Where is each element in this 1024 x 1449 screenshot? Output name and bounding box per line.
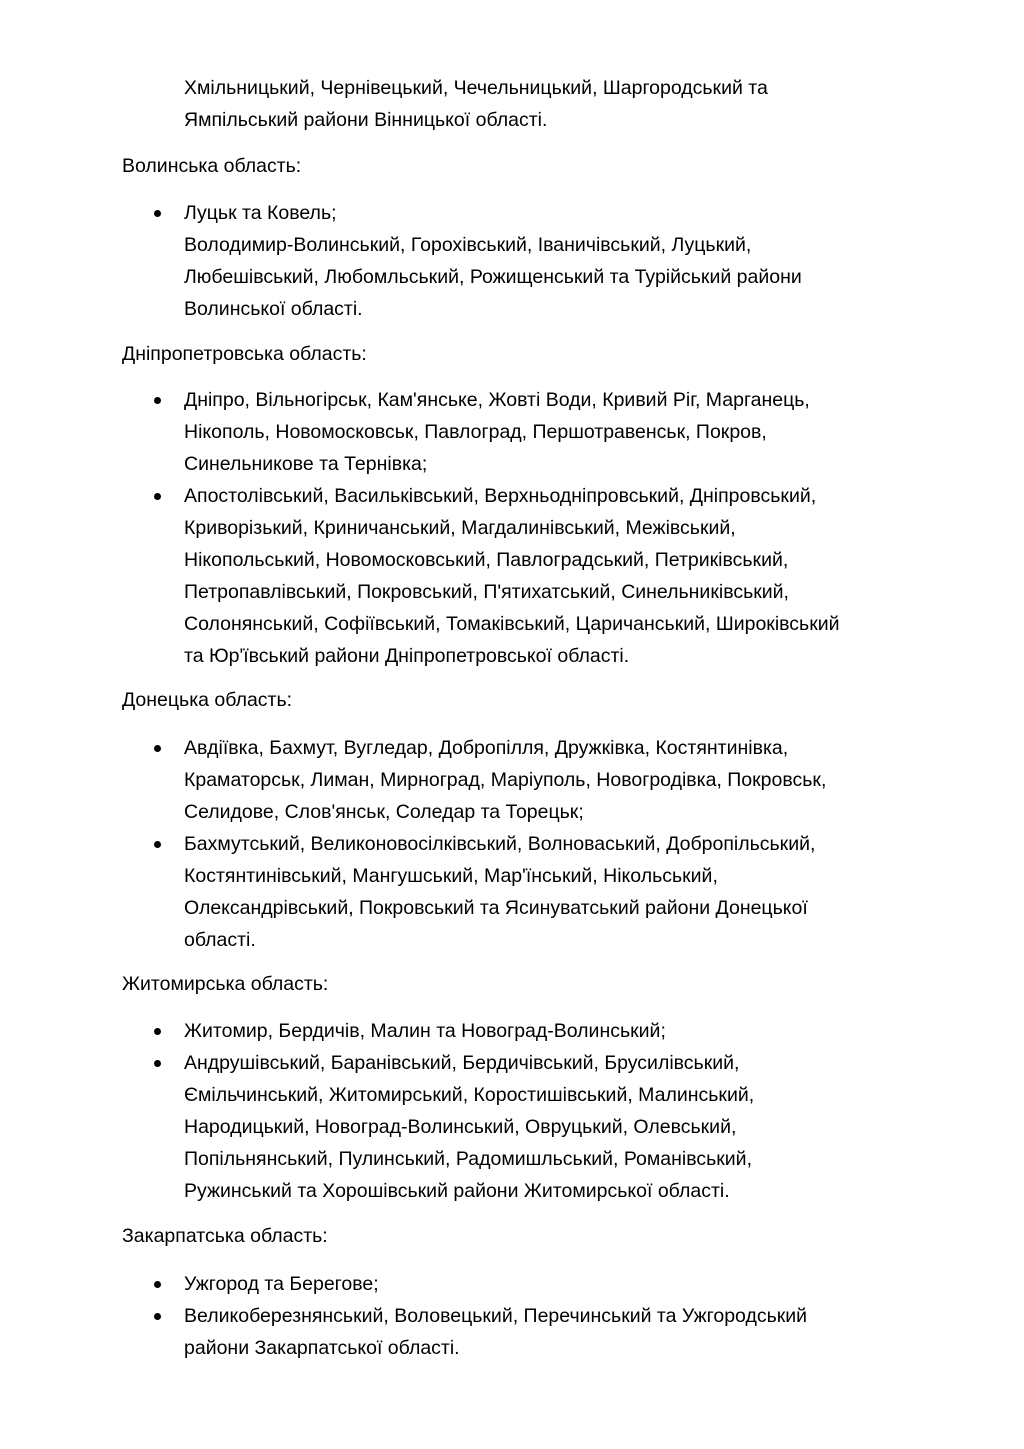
bullet-icon <box>154 210 161 217</box>
text-line: Бахмутський, Великоновосілківський, Волноваський, Добропільський, <box>184 833 816 855</box>
text-line: Андрушівський, Баранівський, Бердичівський, Брусилівський, <box>184 1052 740 1074</box>
text-line: Дніпро, Вільногірськ, Кам'янське, Жовті Води, Кривий Ріг, Марганець, <box>184 389 810 411</box>
text-line: Петропавлівський, Покровський, П'ятихатський, Синельниківський, <box>184 581 789 603</box>
text-line: райони Закарпатської області. <box>184 1337 460 1359</box>
bullet-icon <box>154 1060 161 1067</box>
text-line: Волинської області. <box>184 298 363 320</box>
list-item <box>184 480 944 672</box>
text-line: Житомир, Бердичів, Малин та Новоград-Волинський; <box>184 1020 666 1042</box>
text-line: Нікополь, Новомосковськ, Павлоград, Першотравенськ, Покров, <box>184 421 767 443</box>
text-line: Володимир-Волинський, Горохівський, Іваничівський, Луцький, <box>184 234 752 256</box>
text-line: Попільнянський, Пулинський, Радомишльський, Романівський, <box>184 1148 752 1170</box>
list-item <box>184 384 944 480</box>
region-heading-zhytomyr: Житомирська область: <box>122 973 329 995</box>
continuation-text <box>184 72 944 136</box>
region-list-zhytomyr <box>184 1015 944 1207</box>
region-list-volyn <box>184 197 944 325</box>
bullet-icon <box>154 1313 161 1320</box>
text-line: Великоберезнянський, Воловецький, Перечинський та Ужгородський <box>184 1305 808 1327</box>
text-line: Ямпільський райони Вінницької області. <box>184 109 548 131</box>
region-heading-donetsk: Донецька область: <box>122 689 293 711</box>
text-line: Синельникове та Тернівка; <box>184 453 428 475</box>
text-line: Краматорськ, Лиман, Мирноград, Маріуполь, Новогродівка, Покровськ, <box>184 769 827 791</box>
region-heading-zakarpattia: Закарпатська область: <box>122 1225 328 1247</box>
list-item <box>184 828 944 956</box>
text-line: Ємільчинський, Житомирський, Коростишівський, Малинський, <box>184 1084 755 1106</box>
bullet-icon <box>154 1281 161 1288</box>
text-line: Нікопольський, Новомосковський, Павлоградський, Петриківський, <box>184 549 789 571</box>
list-item <box>184 1015 944 1047</box>
region-list-donetsk <box>184 732 944 956</box>
region-heading-dnipro: Дніпропетровська область: <box>122 343 367 365</box>
bullet-icon <box>154 397 161 404</box>
list-item <box>184 732 944 828</box>
text-line: Народицький, Новоград-Волинський, Овруцький, Олевський, <box>184 1116 737 1138</box>
list-item <box>184 1047 944 1207</box>
text-line: Хмільницький, Чернівецький, Чечельницький, Шаргородський та <box>184 77 768 99</box>
list-item <box>184 1268 944 1300</box>
bullet-icon <box>154 493 161 500</box>
text-line: Криворізький, Криничанський, Магдалинівський, Межівський, <box>184 517 736 539</box>
text-line: Любешівський, Любомльський, Рожищенський та Турійський райони <box>184 266 802 288</box>
bullet-icon <box>154 841 161 848</box>
region-list-zakarpattia <box>184 1268 944 1364</box>
list-item <box>184 197 944 325</box>
text-line: та Юр'ївський райони Дніпропетровської області. <box>184 645 630 667</box>
text-line: Селидове, Слов'янськ, Соледар та Торецьк; <box>184 801 584 823</box>
text-line: Ружинський та Хорошівський райони Житомирської області. <box>184 1180 730 1202</box>
list-item <box>184 1300 944 1364</box>
text-line: Костянтинівський, Мангушський, Мар'їнський, Нікольський, <box>184 865 718 887</box>
bullet-icon <box>154 745 161 752</box>
region-heading-volyn: Волинська область: <box>122 155 302 177</box>
region-list-dnipro <box>184 384 944 672</box>
text-line: Олександрівський, Покровський та Ясинуватський райони Донецької <box>184 897 808 919</box>
text-line: Авдіївка, Бахмут, Вугледар, Добропілля, Дружківка, Костянтинівка, <box>184 737 789 759</box>
text-line: Апостолівський, Васильківський, Верхньодніпровський, Дніпровський, <box>184 485 817 507</box>
text-line: області. <box>184 929 256 951</box>
text-line: Ужгород та Берегове; <box>184 1273 379 1295</box>
text-line: Луцьк та Ковель; <box>184 202 337 224</box>
bullet-icon <box>154 1028 161 1035</box>
text-line: Солонянський, Софіївський, Томаківський, Царичанський, Широківський <box>184 613 840 635</box>
